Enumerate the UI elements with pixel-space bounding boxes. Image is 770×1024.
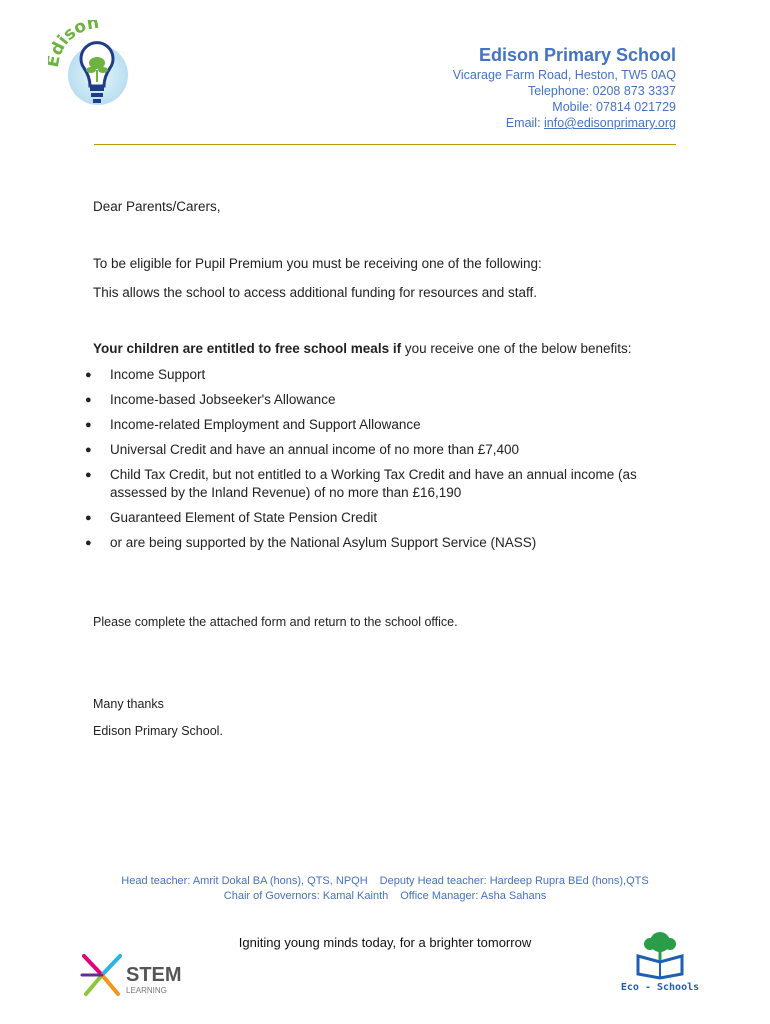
eco-label: Eco - Schools [620, 982, 700, 993]
eligibility-text: To be eligible for Pupil Premium you must be receiving one of the following: [93, 256, 542, 271]
email-link[interactable]: info@edisonprimary.org [544, 116, 676, 130]
entitlement-bold: Your children are entitled to free school meals if [93, 341, 402, 356]
head-teacher: Head teacher: Amrit Dokal BA (hons), QTS, NPQH [121, 875, 368, 887]
school-mobile: Mobile: 07814 021729 [552, 100, 676, 114]
office-manager: Office Manager: Asha Sahans [400, 890, 547, 902]
school-email-line [506, 116, 676, 130]
logo-text: dison [48, 20, 101, 59]
stem-learning-logo [80, 950, 200, 1000]
complete-instruction: Please complete the attached form and return to the school office. [93, 615, 458, 629]
bullet-icon: ● [85, 394, 92, 406]
stem-subtitle: LEARNING [126, 986, 167, 995]
closing-signature: Edison Primary School. [93, 724, 223, 738]
benefit-item: ● or are being supported by the National Asylum Support Service (NASS) [85, 535, 537, 550]
tree-book-icon [638, 932, 682, 978]
bullet-icon: ● [85, 419, 92, 431]
bullet-icon: ● [85, 469, 92, 481]
entitlement-text [93, 341, 631, 356]
school-telephone: Telephone: 0208 873 3337 [527, 84, 676, 98]
eco-schools-logo [610, 930, 710, 996]
chair-of-governors: Chair of Governors: Kamal Kainth [223, 890, 389, 902]
closing-thanks: Many thanks [93, 697, 164, 711]
bullet-icon: ● [85, 537, 92, 549]
benefit-item: ● Income Support [85, 367, 206, 382]
header-divider [94, 144, 676, 145]
email-label: Email: [505, 116, 545, 130]
entitlement-rest: you receive one of the below benefits: [401, 341, 632, 356]
school-motto: Igniting young minds today, for a brighter tomorrow [238, 935, 532, 950]
school-address: Vicarage Farm Road, Heston, TW5 0AQ [452, 68, 676, 82]
bullet-icon: ● [85, 512, 92, 524]
benefits-list [85, 366, 685, 559]
benefit-item: ● Income-based Jobseeker's Allowance [85, 392, 336, 407]
stem-star-icon [82, 956, 120, 994]
school-name: Edison Primary School [478, 45, 676, 65]
staff-line-2 [0, 890, 770, 902]
funding-text: This allows the school to access additional funding for resources and staff. [93, 285, 537, 300]
benefit-item: ● Universal Credit and have an annual income of no more than £7,400 [85, 442, 520, 457]
stem-title: STEM [126, 964, 182, 986]
bullet-icon: ● [85, 369, 92, 381]
staff-line-1 [0, 875, 770, 887]
benefit-item: ● Child Tax Credit, but not entitled to a Working Tax Credit and have an annual income (as assessed by the Inland Revenue) of no more than £16,190 [85, 467, 637, 500]
benefit-item: ● Guaranteed Element of State Pension Credit [85, 510, 378, 525]
school-logo [48, 20, 148, 120]
deputy-head: Deputy Head teacher: Hardeep Rupra BEd (hons),QTS [379, 875, 649, 887]
letter-greeting: Dear Parents/Carers, [93, 199, 221, 214]
bullet-icon: ● [85, 444, 92, 456]
benefit-item: ● Income-related Employment and Support Allowance [85, 417, 421, 432]
